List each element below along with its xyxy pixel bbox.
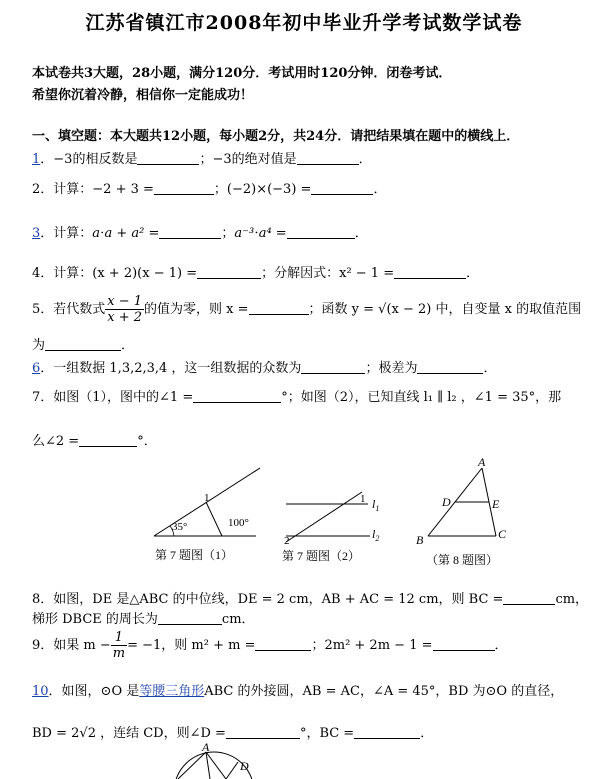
question-text: ；分解因式：x² − 1 =	[261, 266, 395, 281]
fraction-denominator: m	[112, 646, 126, 661]
angle-label-2: 2	[284, 535, 290, 547]
figure-caption: （第 8 题图）	[426, 553, 499, 567]
vertex-label-a: A	[202, 740, 210, 754]
question-5-continued	[32, 334, 134, 353]
answer-blank[interactable]	[193, 389, 281, 403]
figure-caption: 第 7 题图（2）	[282, 549, 361, 563]
chord-line	[226, 762, 238, 779]
section-heading: 一、填空题：本大题共12小题，每小题2分，共24分．请把结果填在题中的横线上．	[32, 129, 520, 144]
question-text: ；函数 y = √(x − 2) 中，自变量 x 的取值范围	[308, 302, 582, 317]
question-text: ．如图，⊙O 是	[48, 684, 140, 699]
vertex-label-a: A	[478, 455, 486, 469]
angle-label-35: 35°	[172, 521, 188, 533]
answer-blank[interactable]	[159, 225, 221, 239]
angle-label-1: 1	[204, 492, 210, 504]
fraction	[105, 294, 144, 325]
question-2	[32, 178, 386, 197]
question-text: ．计算：	[40, 226, 93, 241]
question-text: 8．如图，DE 是△ABC 的中位线，DE = 2 cm，AB + AC = 12 cm，则 BC =	[32, 592, 504, 607]
answer-blank[interactable]	[433, 637, 495, 651]
fraction	[111, 630, 127, 661]
vertex-label-c: C	[498, 527, 507, 541]
triangle-side	[178, 752, 206, 779]
question-text: 5．若代数式	[32, 302, 106, 317]
question-text: ．	[420, 726, 434, 741]
question-text: ．	[373, 182, 387, 197]
question-text: 9．如果 m −	[32, 638, 111, 653]
math-expression: a⋅a + a² =	[92, 226, 160, 241]
question-text: °．	[137, 434, 157, 449]
figure-line	[206, 502, 222, 536]
question-number[interactable]: 10	[32, 684, 49, 699]
intro-line-1: 本试卷共3大题，28小题，满分120分．考试用时120分钟．闭卷考试．	[32, 66, 452, 81]
answer-blank[interactable]	[417, 360, 483, 374]
question-4	[32, 262, 479, 281]
question-6	[32, 357, 496, 376]
answer-blank[interactable]	[45, 337, 121, 351]
figure-8	[412, 454, 524, 570]
question-10	[32, 680, 563, 699]
question-text: ；2m² + 2m − 1 =	[311, 638, 433, 653]
figure-caption: 第 7 题图（1）	[155, 548, 234, 562]
question-7-continued	[32, 430, 157, 449]
question-text: ．−3的相反数是	[40, 152, 138, 167]
question-text: ．一组数据 1,3,2,3,4 ，这一组数据的众数为	[40, 361, 302, 376]
question-number[interactable]: 6	[32, 361, 41, 376]
question-text: ．	[466, 266, 480, 281]
question-text: 梯形 DBCE 的周长为	[32, 612, 158, 627]
question-text: 么∠2 =	[32, 434, 80, 449]
answer-blank[interactable]	[301, 360, 365, 374]
vertex-label-e: E	[492, 497, 500, 511]
question-8	[32, 588, 588, 607]
isosceles-triangle-link[interactable]: 等腰三角形	[139, 684, 205, 699]
question-9	[32, 630, 508, 661]
answer-blank[interactable]	[287, 225, 355, 239]
figure-7-1	[150, 460, 260, 570]
question-7	[32, 386, 561, 405]
question-text: 的值为零，则 x =	[144, 302, 249, 317]
math-expression: a⁻³⋅a⁴ =	[234, 226, 287, 241]
vertex-label-d: D	[442, 495, 451, 509]
question-number[interactable]: 3	[32, 226, 41, 241]
fraction-denominator: x + 2	[107, 310, 143, 325]
question-text: BD = 2√2 ，连结 CD，则∠D =	[32, 726, 226, 741]
vertex-label-d: D	[240, 759, 249, 773]
question-text: °；如图（2），已知直线 l₁ ∥ l₂ ，∠1 = 35°，那	[281, 390, 562, 405]
angle-label-1: 1	[360, 493, 366, 505]
answer-blank[interactable]	[197, 265, 261, 279]
answer-blank[interactable]	[158, 611, 222, 625]
question-text: ．	[354, 226, 368, 241]
answer-blank[interactable]	[249, 301, 309, 315]
answer-blank[interactable]	[354, 725, 420, 739]
question-text: ；(−2)×(−3) =	[213, 182, 312, 197]
question-text: 7．如图（1），图中的∠1 =	[32, 390, 194, 405]
answer-blank[interactable]	[311, 181, 373, 195]
answer-blank[interactable]	[255, 637, 311, 651]
answer-blank[interactable]	[226, 725, 300, 739]
figure-7-2	[280, 480, 395, 570]
question-text: = −1，则 m² + m =	[127, 638, 256, 653]
question-text: ；−3的绝对值是	[199, 152, 297, 167]
answer-blank[interactable]	[137, 151, 199, 165]
question-number[interactable]: 1	[32, 152, 41, 167]
question-text: 4．计算：(x + 2)(x − 1) =	[32, 266, 198, 281]
question-text: cm，	[555, 592, 589, 607]
question-1	[32, 148, 372, 167]
answer-blank[interactable]	[79, 433, 137, 447]
question-text: 2．计算：−2 + 3 =	[32, 182, 154, 197]
question-text: ．	[121, 338, 135, 353]
answer-blank[interactable]	[394, 265, 466, 279]
answer-blank[interactable]	[503, 591, 555, 605]
vertex-label-b: B	[416, 533, 424, 547]
question-5	[32, 294, 581, 325]
angle-label-100: 100°	[228, 517, 249, 529]
fraction-numerator: 1	[111, 630, 127, 646]
question-text: ．	[483, 361, 497, 376]
question-text: ；极差为	[365, 361, 418, 376]
question-text: ；	[221, 226, 235, 241]
question-text: °，BC =	[299, 726, 355, 741]
question-text: ．	[358, 152, 372, 167]
transversal-line	[286, 492, 362, 542]
figure-10	[170, 740, 270, 779]
intro-line-2: 希望你沉着冷静，相信你一定能成功！	[32, 88, 254, 103]
question-text: 为	[32, 338, 46, 353]
question-text: ABC 的外接圆，AB = AC，∠A = 45°，BD 为⊙O 的直径，	[204, 684, 564, 699]
question-3	[32, 222, 368, 241]
line-label-l1: $l_1$	[372, 497, 380, 513]
fraction-numerator: x − 1	[107, 294, 143, 309]
exam-title: 江苏省镇江市2008年初中毕业升学考试数学试卷	[85, 12, 523, 34]
answer-blank[interactable]	[154, 181, 214, 195]
question-10-continued	[32, 722, 433, 741]
question-8-continued	[32, 608, 255, 627]
question-text: cm．	[221, 612, 255, 627]
answer-blank[interactable]	[297, 151, 359, 165]
question-text: ．	[494, 638, 508, 653]
line-label-l2: $l_2$	[372, 527, 380, 543]
